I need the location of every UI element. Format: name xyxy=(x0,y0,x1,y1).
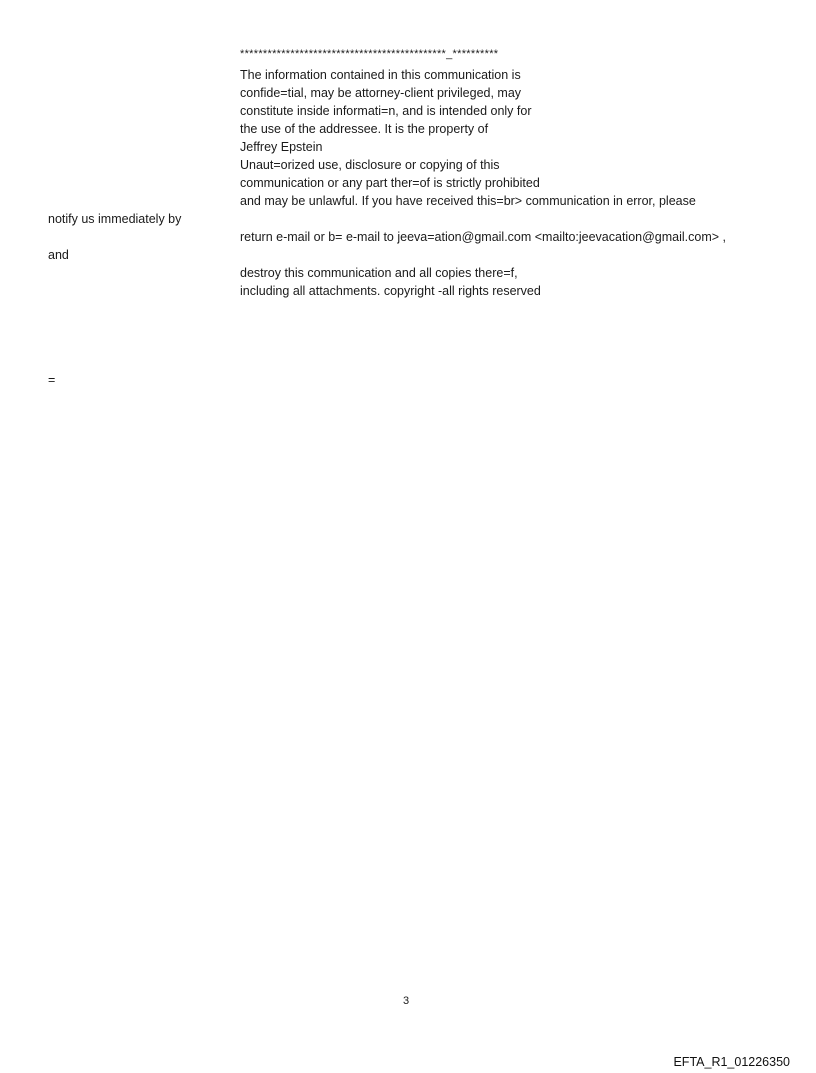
wrapped-notify-line: notify us immediately by xyxy=(48,212,182,226)
confidentiality-line-1: The information contained in this communication is xyxy=(240,68,521,82)
confidentiality-line-6: Unaut=orized use, disclosure or copying of this xyxy=(240,158,500,172)
asterisk-separator: *********************************************_********** xyxy=(240,48,499,60)
page-number: 3 xyxy=(403,995,410,1007)
document-id: EFTA_R1_01226350 xyxy=(673,1055,790,1069)
confidentiality-line-8: and may be unlawful. If you have received this=br> communication in error, please xyxy=(240,194,696,208)
confidentiality-line-7: communication or any part ther=of is strictly prohibited xyxy=(240,176,540,190)
destroy-line: destroy this communication and all copies there=f, xyxy=(240,266,518,280)
confidentiality-line-5: Jeffrey Epstein xyxy=(240,140,323,154)
attachments-line: including all attachments. copyright -all rights reserved xyxy=(240,284,541,298)
trailing-equals: = xyxy=(48,373,56,387)
confidentiality-line-2: confide=tial, may be attorney-client privileged, may xyxy=(240,86,522,100)
confidentiality-line-3: constitute inside informati=n, and is intended only for xyxy=(240,104,532,118)
wrapped-and-line: and xyxy=(48,248,69,262)
return-email-line: return e-mail or b= e-mail to jeeva=ation@gmail.com <mailto:jeevacation@gmail.com> , xyxy=(240,230,727,244)
confidentiality-line-4: the use of the addressee. It is the property of xyxy=(240,122,489,136)
